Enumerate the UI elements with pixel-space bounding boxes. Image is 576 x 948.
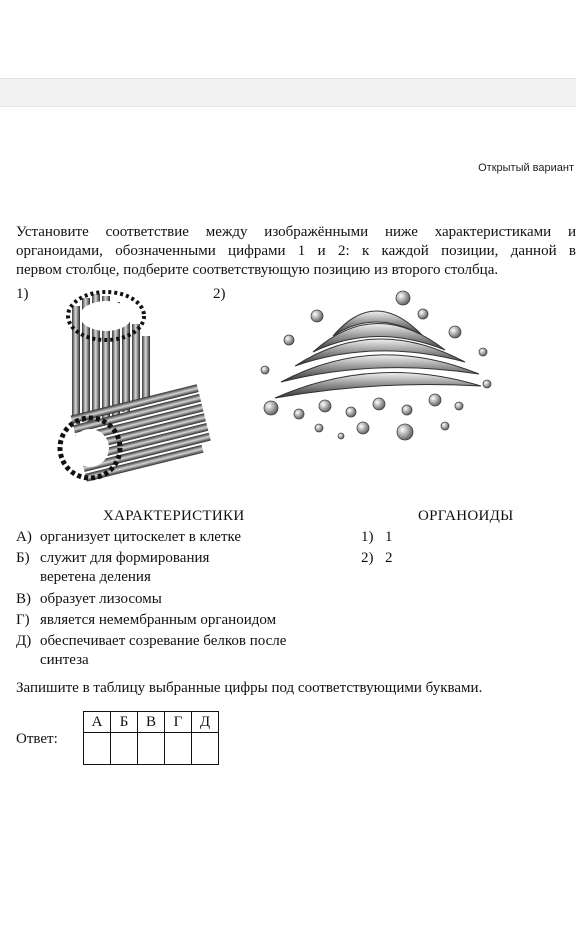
- variant-label: Открытый вариант: [478, 162, 574, 174]
- answer-column-v-header: В: [138, 712, 165, 733]
- item-text: является немембранным органоидом: [40, 612, 277, 628]
- item-text: организует цитоскелет в клетке: [40, 529, 242, 545]
- golgi-apparatus-illustration: [255, 288, 495, 448]
- characteristic-a: [16, 528, 241, 547]
- answer-cell-g[interactable]: [165, 733, 192, 765]
- task-line-1: Установите соответствие между изображёнными ниже характеристиками и: [16, 224, 576, 240]
- centriole-illustration: [48, 288, 218, 488]
- task-text: [16, 223, 576, 280]
- answer-cell-a[interactable]: [84, 733, 111, 765]
- browser-top-band: [0, 78, 576, 107]
- organoid-number: 2): [361, 550, 374, 566]
- item-letter: В): [16, 591, 31, 607]
- figure-2-label: 2): [213, 286, 226, 302]
- answer-column-d-header: Д: [192, 712, 219, 733]
- item-continuation: веретена деления: [40, 569, 151, 585]
- characteristic-v: [16, 590, 162, 609]
- organoid-number: 1): [361, 529, 374, 545]
- task-line-3: первом столбце, подберите соответствующую позицию из второго столбца.: [16, 262, 499, 278]
- answer-column-a-header: А: [84, 712, 111, 733]
- figure-1-label: 1): [16, 286, 29, 302]
- answer-label: Ответ:: [16, 731, 58, 747]
- item-letter: Д): [16, 633, 32, 649]
- answer-column-b-header: Б: [111, 712, 138, 733]
- instruction-text: Запишите в таблицу выбранные цифры под соответствующими буквами.: [16, 680, 483, 696]
- characteristic-d: [16, 632, 286, 670]
- task-line-2: органоидами, обозначенными цифрами 1 и 2: к каждой позиции, данной в: [16, 243, 576, 259]
- item-letter: Б): [16, 550, 30, 566]
- characteristic-b: [16, 549, 209, 587]
- characteristics-heading: ХАРАКТЕРИСТИКИ: [103, 508, 245, 524]
- item-letter: А): [16, 529, 32, 545]
- organoid-value: 2: [385, 550, 393, 566]
- characteristic-g: [16, 611, 276, 630]
- organoid-2: [361, 549, 393, 568]
- organoid-value: 1: [385, 529, 393, 545]
- answer-table: [83, 711, 219, 765]
- item-letter: Г): [16, 612, 30, 628]
- item-text: обеспечивает созревание белков после: [40, 633, 287, 649]
- item-text: служит для формирования: [40, 550, 210, 566]
- item-continuation: синтеза: [40, 652, 89, 668]
- answer-cell-b[interactable]: [111, 733, 138, 765]
- organoid-1: [361, 528, 393, 547]
- answer-column-g-header: Г: [165, 712, 192, 733]
- answer-cell-v[interactable]: [138, 733, 165, 765]
- answer-cell-d[interactable]: [192, 733, 219, 765]
- item-text: образует лизосомы: [40, 591, 162, 607]
- organoids-heading: ОРГАНОИДЫ: [418, 508, 514, 524]
